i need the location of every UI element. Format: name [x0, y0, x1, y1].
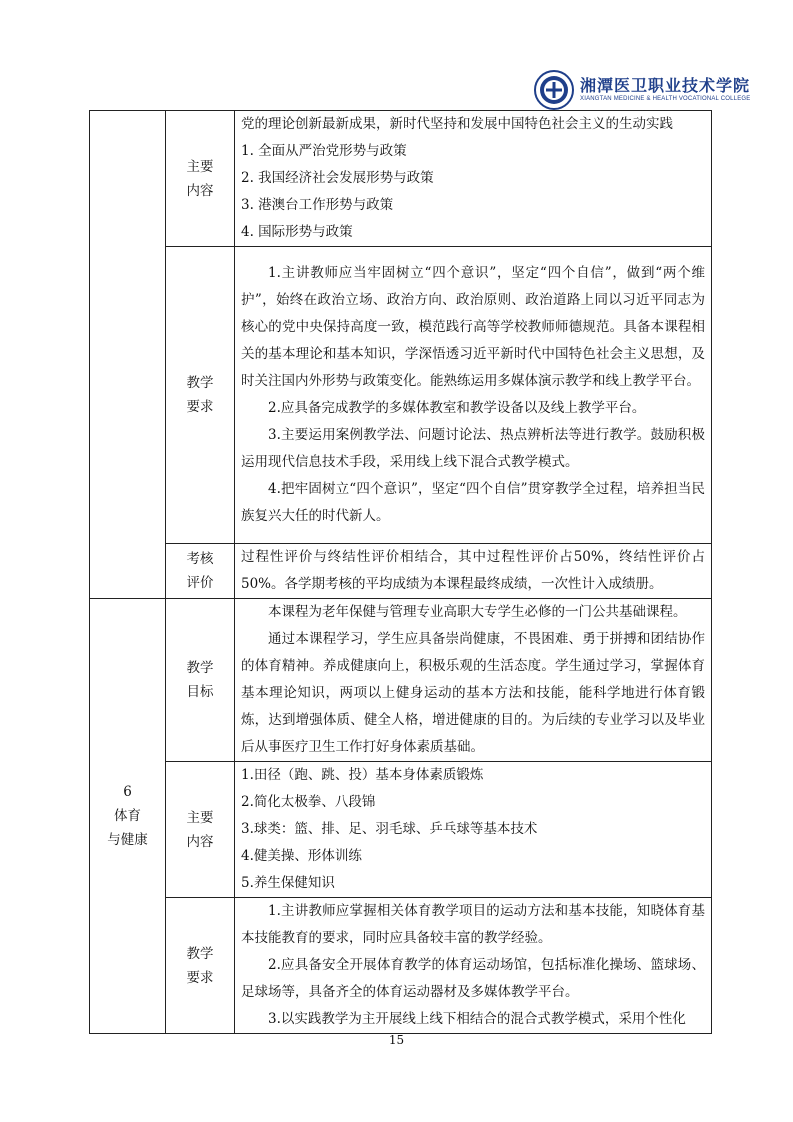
- row-label: 教学 要求: [166, 247, 235, 544]
- row-label: 教学 要求: [166, 898, 235, 1034]
- content-line: 2.简化太极拳、八段锦: [241, 794, 376, 810]
- assessment-cell: [235, 544, 712, 599]
- row-label: 考核 评价: [166, 544, 235, 599]
- paragraph: 过程性评价与终结性评价相结合，其中过程性评价占50%，终结性评价占50%。各学期考核的平均成绩为本课程最终成绩，一次性计入成绩册。: [241, 549, 705, 592]
- content-cell: [235, 111, 712, 247]
- row-label: 主要 内容: [166, 111, 235, 247]
- table-row: [90, 898, 712, 1034]
- paragraph: 4.把牢固树立“四个意识”，坚定“四个自信”贯穿教学全过程，培养担当民族复兴大任的时代新人。: [241, 481, 705, 524]
- content-line: 3. 港澳台工作形势与政策: [241, 197, 394, 213]
- college-emblem-icon: [534, 70, 574, 110]
- content-line: 1.田径（跑、跳、投）基本身体素质锻炼: [241, 767, 484, 783]
- content-line: 1. 全面从严治党形势与政策: [241, 143, 407, 159]
- course-number: 6: [123, 784, 132, 800]
- paragraph: 本课程为老年保健与管理专业高职大专学生必修的一门公共基础课程。: [268, 604, 687, 620]
- table-row: [90, 247, 712, 544]
- requirement-cell: [235, 247, 712, 544]
- paragraph: 2.应具备完成教学的多媒体教室和教学设备以及线上教学平台。: [268, 400, 646, 416]
- paragraph: 3.以实践教学为主开展线上线下相结合的混合式教学模式，采用个性化: [268, 1011, 686, 1027]
- goal-cell: [235, 599, 712, 762]
- table-row: [90, 544, 712, 599]
- table-row: [90, 762, 712, 898]
- content-line: 4. 国际形势与政策: [241, 224, 353, 240]
- paragraph: 1.主讲教师应当牢固树立“四个意识”，坚定“四个自信”，做到“两个维护”，始终在政治立场、政治方向、政治原则、政治道路上同以习近平同志为核心的党中央保持高度一致，模范践行高等学校教师师德规范。具备本课程相关的基本理论和基本知识，学深悟透习近平新时代中国特色社会主义思想，及时关注国内外形势与政策变化。能熟练运用多媒体演示教学和线上教学平台。: [241, 265, 705, 389]
- college-name-en: XIANGTAN MEDICINE & HEALTH VOCATIONAL COLLEGE: [580, 96, 751, 102]
- page-header: [0, 0, 793, 110]
- college-name-cn: 湘潭医卫职业技术学院: [580, 76, 751, 95]
- curriculum-table: [89, 110, 712, 1034]
- paragraph: 1.主讲教师应掌握相关体育教学项目的运动方法和基本技能，知晓体育基本技能教育的要求，同时应具备较丰富的教学经验。: [241, 903, 705, 946]
- paragraph: 通过本课程学习，学生应具备崇尚健康，不畏困难、勇于拼搏和团结协作的体育精神。养成健康向上，积极乐观的生活态度。学生通过学习，掌握体育基本理论知识，两项以上健身运动的基本方法和技能，能科学地进行体育锻炼，达到增强体质、健全人格，增进健康的目的。为后续的专业学习以及毕业后从事医疗卫生工作打好身体素质基础。: [241, 631, 705, 755]
- requirement-cell: [235, 898, 712, 1034]
- content-line: 2. 我国经济社会发展形势与政策: [241, 170, 434, 186]
- content-line: 5.养生保健知识: [241, 875, 335, 891]
- content-line: 4.健美操、形体训练: [241, 848, 362, 864]
- content-line: 党的理论创新最新成果，新时代坚持和发展中国特色社会主义的生动实践: [241, 116, 673, 132]
- course-cell-empty: [90, 111, 166, 599]
- page-number: 15: [388, 1033, 405, 1047]
- content-cell: [235, 762, 712, 898]
- row-label: 主要 内容: [166, 762, 235, 898]
- content-line: 3.球类：篮、排、足、羽毛球、乒乓球等基本技术: [241, 821, 538, 837]
- college-logo: [534, 70, 750, 110]
- paragraph: 3.主要运用案例教学法、问题讨论法、热点辨析法等进行教学。鼓励积极运用现代信息技术手段，采用线上线下混合式教学模式。: [241, 427, 705, 470]
- table-row: [90, 111, 712, 247]
- course-name-cell: 6 体育 与健康: [90, 599, 166, 1034]
- row-label: 教学 目标: [166, 599, 235, 762]
- paragraph: 2.应具备安全开展体育教学的体育运动场馆，包括标准化操场、篮球场、足球场等，具备齐全的体育运动器材及多媒体教学平台。: [241, 957, 705, 1000]
- table-row: [90, 599, 712, 762]
